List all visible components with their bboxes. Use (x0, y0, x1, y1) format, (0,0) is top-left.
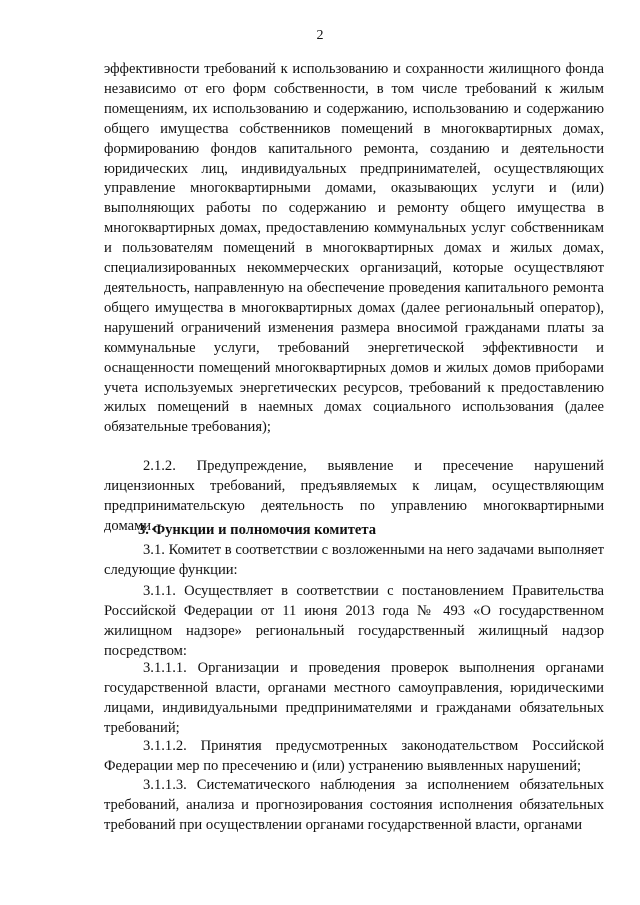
paragraph-3-1-1 (104, 582, 604, 662)
paragraph-text: 3.1.1. Осуществляет в соответствии с постановлением Правительства Российской Федерации от 11 июня 2013 года № 493 «О государственном жилищном надзоре» региональный государственный жилищный надзор посредством: (104, 583, 604, 659)
paragraph-text: 3.1. Комитет в соответствии с возложенными на него задачами выполняет следующие функции: (104, 542, 604, 578)
section-heading: 3. Функции и полномочия комитета (138, 522, 377, 538)
section-3-heading (104, 521, 604, 541)
paragraph-text: эффективности требований к использованию и сохранности жилищного фонда независимо от его форм собственности, в том числе требований к жилым помещениям, их использованию и содержанию, использованию и содержанию общего имущества собственников помещений в многоквартирных домах, формированию фондов капитального ремонта, созданию и деятельности юридических лиц, индивидуальных предпринимателей, осуществляющих управление многоквартирными домами, оказывающих услуги и (или) выполняющих работы по содержанию и ремонту общего имущества в многоквартирных домах, предоставлению коммунальных услуг собственникам и пользователям помещений в многоквартирных домах и жилых домах, специализированных некоммерческих организаций, которые осуществляют деятельность, направленную на обеспечение проведения капитального ремонта общего имущества в многоквартирных домах (далее региональный оператор), нарушений ограничений изменения размера вносимой гражданами платы за коммунальные услуги, требований энергетической эффективности и оснащенности помещений многоквартирных домов и жилых домов приборами учета используемых энергетических ресурсов, требований к предоставлению жилых помещений в наемных домах социального использования (далее обязательные требования); (104, 61, 604, 436)
paragraph-text: 3.1.1.3. Систематического наблюдения за исполнением обязательных требований, анализа и прогнозирования состояния исполнения обязательных требований при осуществлении органами государственной власти, органами (104, 777, 604, 833)
paragraph-3-1-1-1 (104, 659, 604, 739)
paragraph-3-1 (104, 541, 604, 581)
paragraph-violations-list (104, 60, 604, 438)
paragraph-3-1-1-2 (104, 737, 604, 777)
paragraph-text: 3.1.1.2. Принятия предусмотренных законодательством Российской Федерации мер по пресечению и (или) устранению выявленных нарушений; (104, 738, 604, 774)
page-number: 2 (316, 28, 324, 43)
paragraph-text: 2.1.2. Предупреждение, выявление и пресечение нарушений лицензионных требований, предъявляемых к лицам, осуществляющим предпринимательскую деятельность по управлению многоквартирными домами. (104, 458, 604, 534)
paragraph-text: 3.1.1.1. Организации и проведения проверок выполнения органами государственной власти, органами местного самоуправления, юридическими лицами, индивидуальными предпринимателями и гражданами обязательных требований; (104, 660, 604, 736)
paragraph-3-1-1-3 (104, 776, 604, 836)
